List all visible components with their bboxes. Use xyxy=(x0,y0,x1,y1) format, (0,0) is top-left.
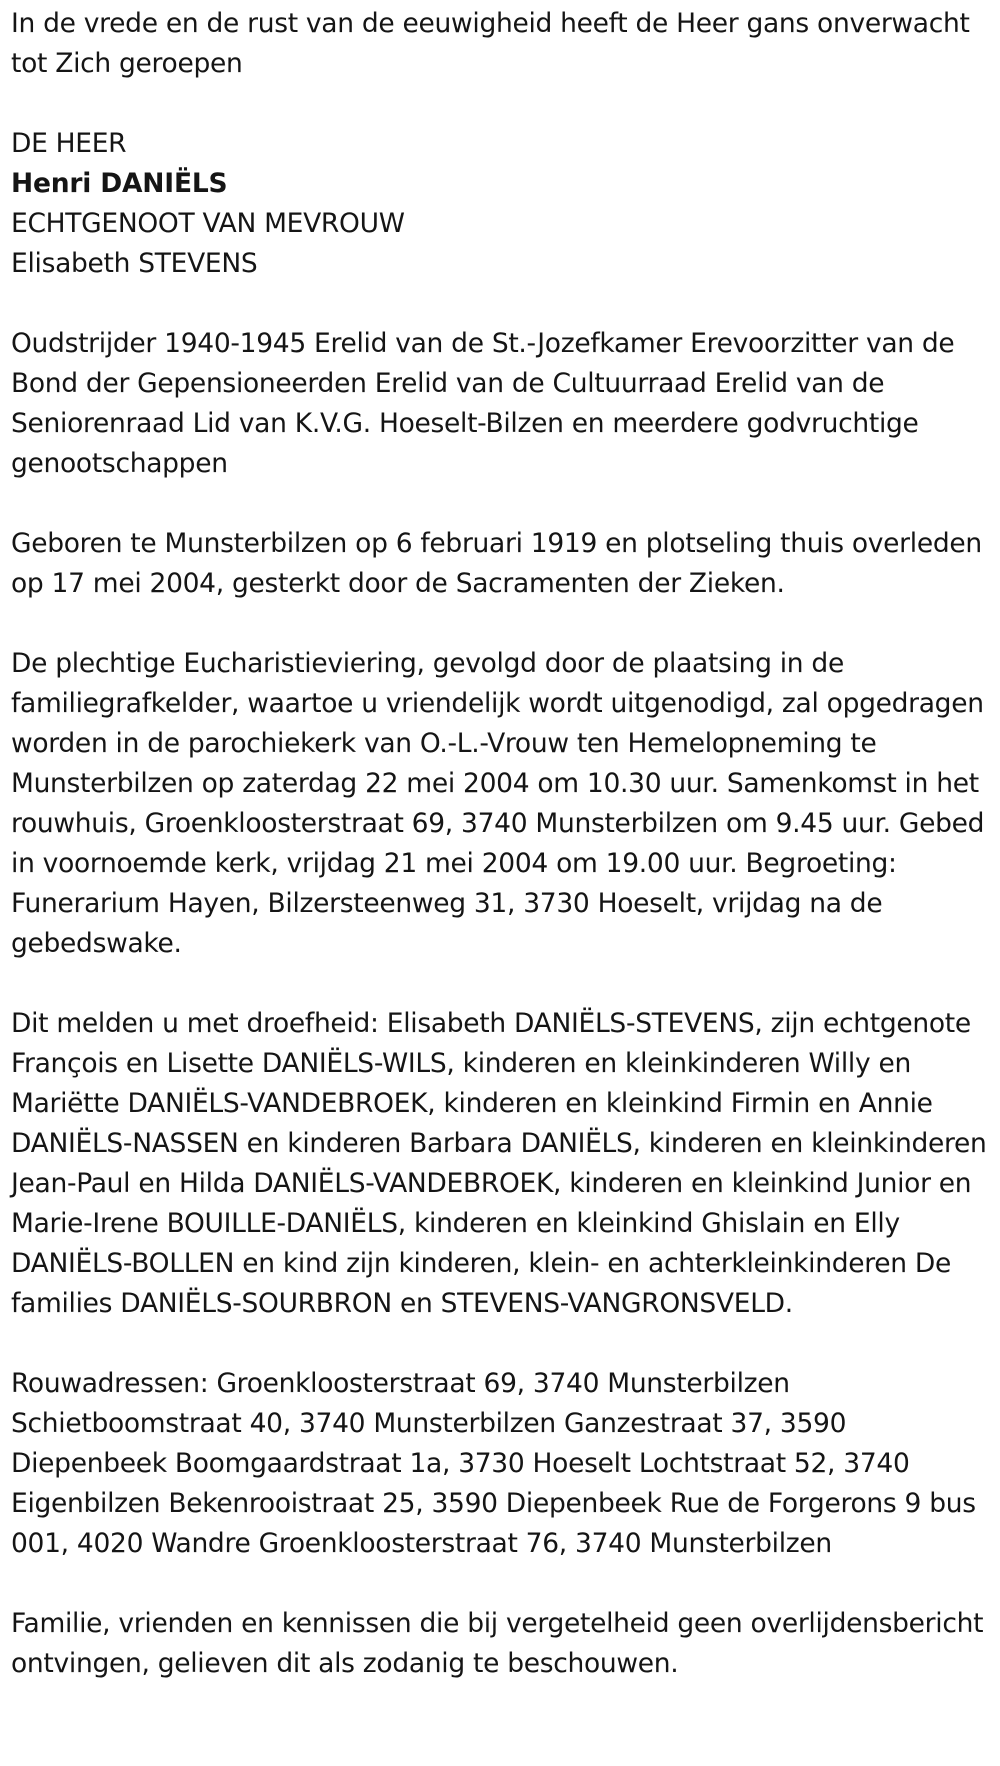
spacer xyxy=(11,1564,996,1604)
spacer xyxy=(11,284,996,324)
intro-text: In de vrede en de rust van de eeuwigheid heeft de Heer gans onverwacht tot Zich geroepen xyxy=(11,8,970,79)
family-text: Dit melden u met droefheid: Elisabeth DANIËLS-STEVENS, zijn echtgenote François en Lisette DANIËLS-WILS, kinderen en kleinkinderen Willy en Mariëtte DANIËLS-VANDEBROEK, kinderen en kleinkind Firmin en Annie DANIËLS-NASSEN en kinderen Barbara DANIËLS, kinderen en kleinkinderen Jean-Paul en Hilda DANIËLS-VANDEBROEK, kinderen en kleinkind Junior en Marie-Irene BOUILLE-DANIËLS, kinderen en kleinkind Ghislain en Elly DANIËLS-BOLLEN en kind zijn kinderen, klein- en achterkleinkinderen De families DANIËLS-SOURBRON en STEVENS-VANGRONSVELD. xyxy=(11,1008,987,1319)
ceremony-text: De plechtige Eucharistieviering, gevolgd door de plaatsing in de familiegrafkelder, waartoe u vriendelijk wordt uitgenodigd, zal opgedragen worden in de parochiekerk van O.-L.-Vrouw ten Hemelopneming te Munsterbilzen op zaterdag 22 mei 2004 om 10.30 uur. Samenkomst in het rouwhuis, Groenkloosterstraat 69, 3740 Munsterbilzen om 9.45 uur. Gebed in voornoemde kerk, vrijdag 21 mei 2004 om 19.00 uur. Begroeting: Funerarium Hayen, Bilzersteenweg 31, 3730 Hoeselt, vrijdag na de gebedswake. xyxy=(11,648,985,959)
spouse-prefix: ECHTGENOOT VAN MEVROUW xyxy=(11,208,405,239)
honors-text: Oudstrijder 1940-1945 Erelid van de St.-Jozefkamer Erevoorzitter van de Bond der Gepensioneerden Erelid van de Cultuurraad Erelid van de Seniorenraad Lid van K.V.G. Hoeselt-Bilzen en meerdere godvruchtige genootschappen xyxy=(11,328,955,479)
obituary-document xyxy=(11,4,996,1684)
spouse-name: Elisabeth STEVENS xyxy=(11,248,258,279)
closing-text: Familie, vrienden en kennissen die bij vergetelheid geen overlijdensbericht ontvingen, gelieven dit als zodanig te beschouwen. xyxy=(11,1608,984,1679)
addresses-text: Rouwadressen: Groenkloosterstraat 69, 3740 Munsterbilzen Schietboomstraat 40, 3740 Munsterbilzen Ganzestraat 37, 3590 Diepenbeek Boomgaardstraat 1a, 3730 Hoeselt Lochtstraat 52, 3740 Eigenbilzen Bekenrooistraat 25, 3590 Diepenbeek Rue de Forgerons 9 bus 001, 4020 Wandre Groenkloosterstraat 76, 3740 Munsterbilzen xyxy=(11,1368,976,1559)
spacer xyxy=(11,604,996,644)
spacer xyxy=(11,484,996,524)
spacer xyxy=(11,1324,996,1364)
title-prefix: DE HEER xyxy=(11,128,127,159)
spacer xyxy=(11,964,996,1004)
deceased-name: Henri DANIËLS xyxy=(11,168,228,199)
birth-death-text: Geboren te Munsterbilzen op 6 februari 1919 en plotseling thuis overleden op 17 mei 2004, gesterkt door de Sacramenten der Zieken. xyxy=(11,528,982,599)
spacer xyxy=(11,84,996,124)
